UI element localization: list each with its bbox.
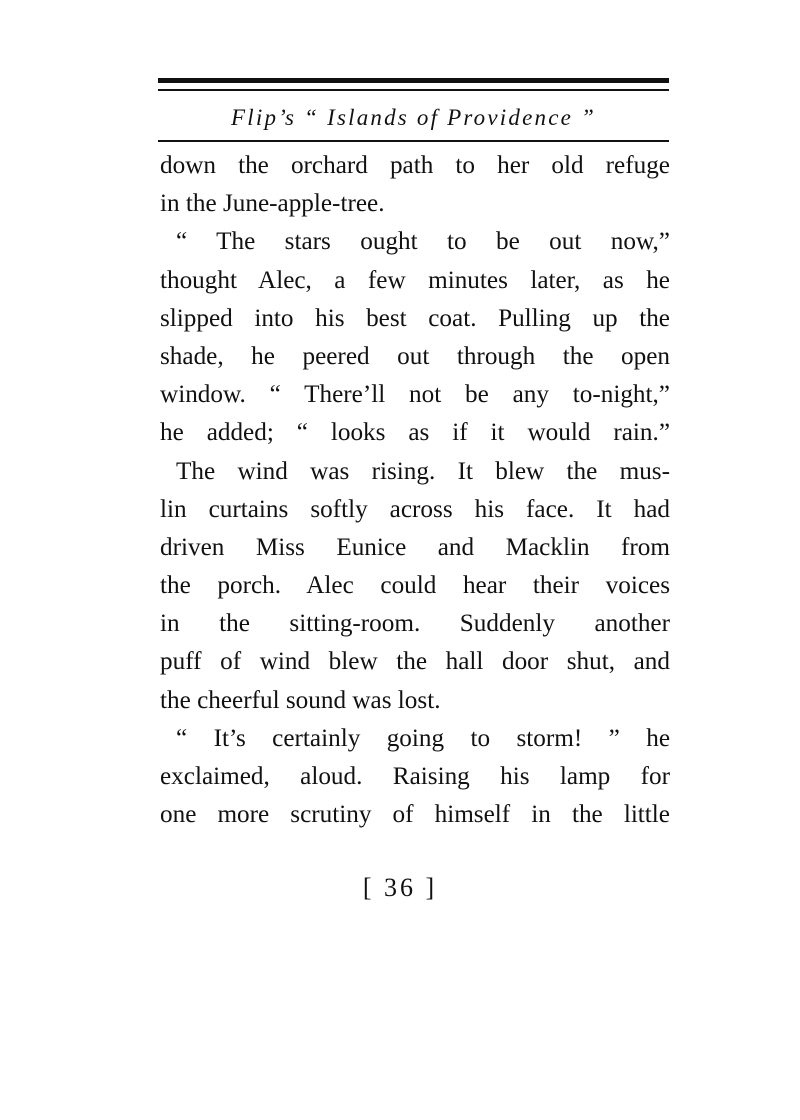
text-line: the porch. Alec could hear their voices bbox=[160, 572, 670, 600]
text-line: “ The stars ought to be out now,” bbox=[176, 228, 670, 256]
text-line: he added; “ looks as if it would rain.” bbox=[160, 419, 670, 447]
text-line: one more scrutiny of himself in the little bbox=[160, 801, 670, 829]
text-line: down the orchard path to her old refuge bbox=[160, 152, 670, 179]
text-line: the cheerful sound was lost. bbox=[160, 686, 441, 714]
text-line: puff of wind blew the hall door shut, and bbox=[160, 648, 670, 676]
text-line: in the sitting-room. Suddenly another bbox=[160, 610, 670, 638]
text-line: shade, he peered out through the open bbox=[160, 342, 670, 370]
text-line: lin curtains softly across his face. It had bbox=[160, 495, 670, 523]
running-head: Flip’s “ Islands of Providence ” bbox=[231, 105, 596, 130]
text-line: thought Alec, a few minutes later, as he bbox=[160, 266, 670, 294]
header-rule-thin bbox=[158, 89, 669, 91]
header-rule-thick bbox=[158, 78, 669, 83]
text-line: in the June-apple-tree. bbox=[160, 190, 385, 218]
text-line: “ It’s certainly going to storm! ” he bbox=[176, 724, 670, 752]
text-line: exclaimed, aloud. Raising his lamp for bbox=[160, 763, 670, 790]
text-line: The wind was rising. It blew the mus- bbox=[176, 457, 670, 485]
text-line: window. “ There’ll not be any to-night,” bbox=[160, 381, 670, 409]
header-rule-bottom bbox=[158, 140, 669, 142]
page-number: [ 36 ] bbox=[362, 873, 438, 902]
body-text bbox=[160, 147, 670, 834]
text-line: driven Miss Eunice and Macklin from bbox=[160, 533, 670, 561]
text-line: slipped into his best coat. Pulling up the bbox=[160, 304, 670, 332]
